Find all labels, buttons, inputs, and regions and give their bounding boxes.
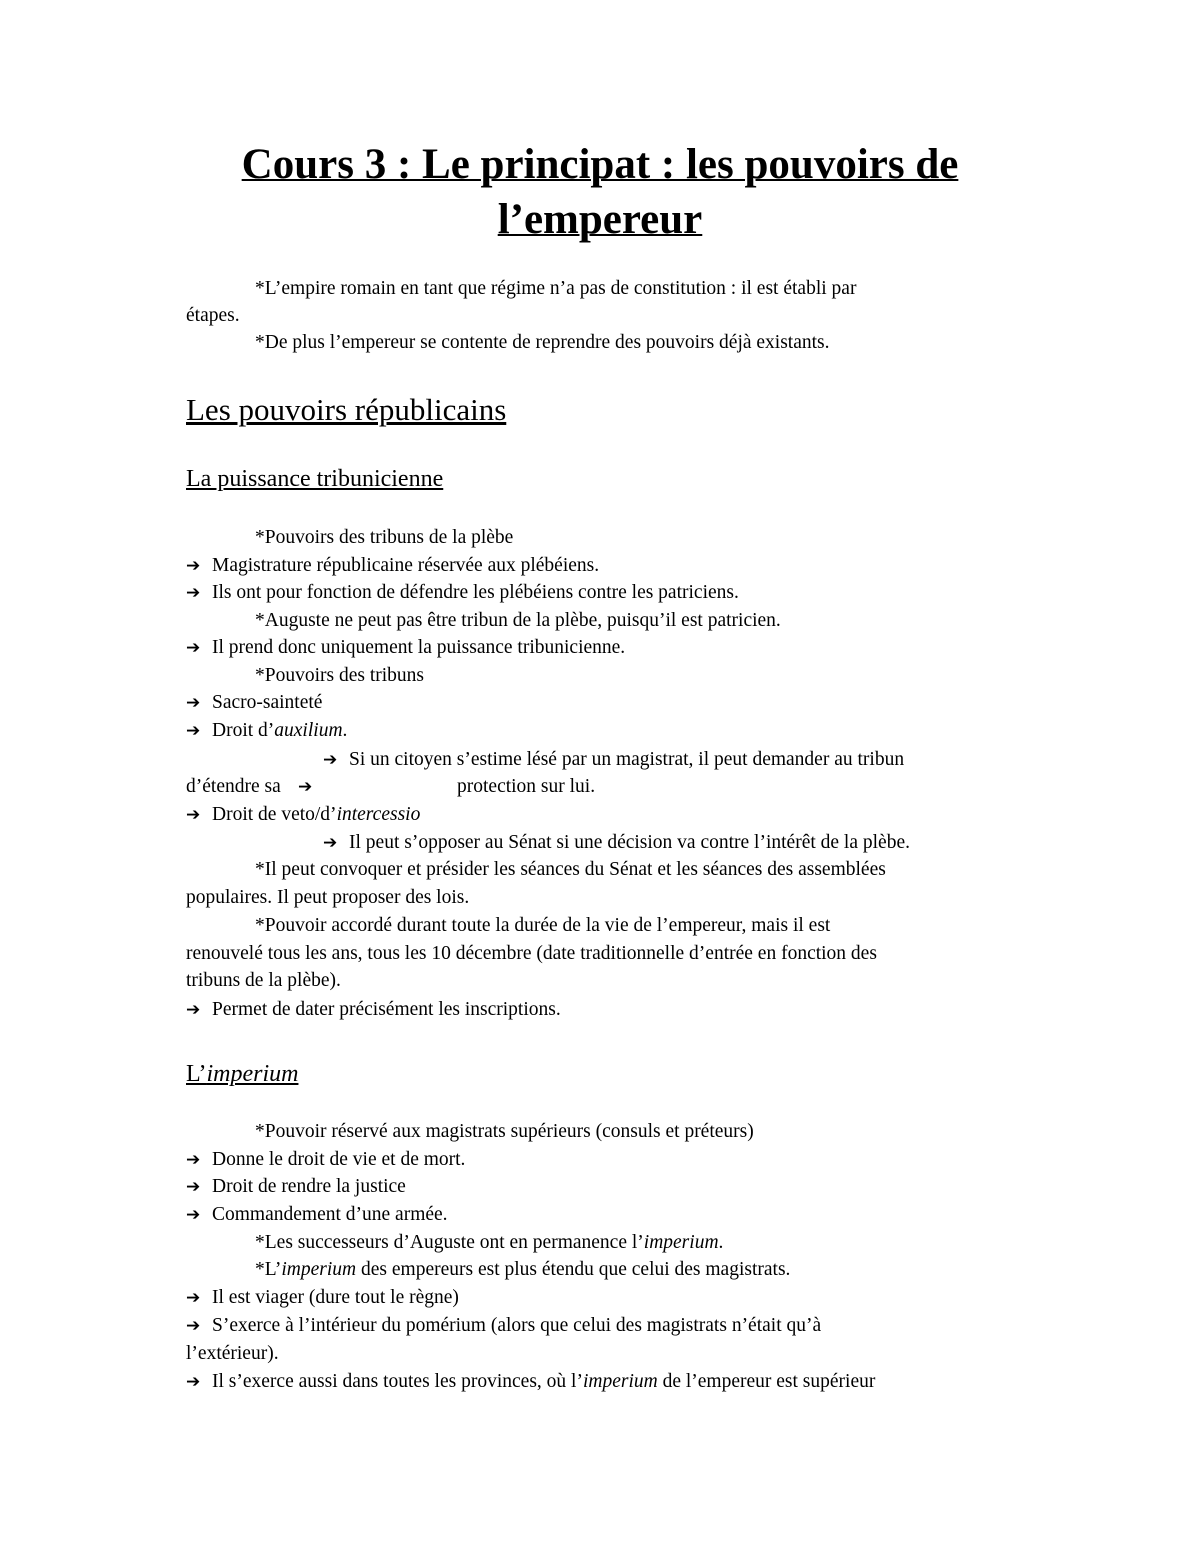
text-line: ➔ Droit de rendre la justice <box>186 1173 406 1201</box>
text-line: *Pouvoirs des tribuns de la plèbe <box>255 527 514 548</box>
text-line: renouvelé tous les ans, tous les 10 décembre (date traditionnelle d’entrée en fonction des <box>186 943 877 964</box>
section-heading-pouvoirs-republicains: Les pouvoirs républicains <box>186 392 507 427</box>
subsection-heading-imperium: L’imperium <box>186 1061 299 1087</box>
right-arrow-icon: ➔ <box>186 805 201 825</box>
text-line: ➔ Droit d’auxilium. <box>186 717 347 745</box>
right-arrow-icon: ➔ <box>298 777 313 797</box>
text-line: ➔ Sacro-sainteté <box>186 689 322 717</box>
right-arrow-icon: ➔ <box>186 556 201 576</box>
right-arrow-icon: ➔ <box>323 833 338 853</box>
text-line: ➔ Il est viager (dure tout le règne) <box>186 1284 459 1312</box>
page-title-line-1: Cours 3 : Le principat : les pouvoirs de <box>241 141 959 188</box>
text-line: populaires. Il peut proposer des lois. <box>186 887 470 908</box>
right-arrow-icon: ➔ <box>186 1205 201 1225</box>
text-line: *Les successeurs d’Auguste ont en permanence l’imperium. <box>255 1232 724 1253</box>
right-arrow-icon: ➔ <box>186 693 201 713</box>
text-line: ➔ Droit de veto/d’intercessio <box>186 801 420 829</box>
right-arrow-icon: ➔ <box>186 1177 201 1197</box>
right-arrow-icon: ➔ <box>186 1372 201 1392</box>
page-title-line-2: l’empereur <box>497 196 703 243</box>
text-line: *Il peut convoquer et présider les séances du Sénat et les séances des assemblées <box>255 859 886 880</box>
text-line: ➔ Permet de dater précisément les inscriptions. <box>186 996 561 1024</box>
right-arrow-icon: ➔ <box>323 750 338 770</box>
right-arrow-icon: ➔ <box>186 1288 201 1308</box>
intro-line-1: *L’empire romain en tant que régime n’a pas de constitution : il est établi par <box>255 278 857 299</box>
right-arrow-icon: ➔ <box>186 583 201 603</box>
right-arrow-icon: ➔ <box>186 638 201 658</box>
subsection-heading-puissance-tribunicienne: La puissance tribunicienne <box>186 466 444 492</box>
text-line: *Pouvoir accordé durant toute la durée de la vie de l’empereur, mais il est <box>255 915 831 936</box>
text-line: *L’imperium des empereurs est plus étendu que celui des magistrats. <box>255 1259 791 1280</box>
right-arrow-icon: ➔ <box>186 1000 201 1020</box>
text-line: ➔ Il s’exerce aussi dans toutes les provinces, où l’imperium de l’empereur est supérieur <box>186 1368 875 1396</box>
text-line: l’extérieur). <box>186 1343 279 1364</box>
text-line: ➔ Donne le droit de vie et de mort. <box>186 1146 465 1174</box>
text-line: d’étendre sa <box>186 776 281 797</box>
text-line: ➔ Si un citoyen s’estime lésé par un magistrat, il peut demander au tribun <box>323 746 904 774</box>
text-line: ➔ Magistrature républicaine réservée aux plébéiens. <box>186 552 599 580</box>
text-line: ➔ Commandement d’une armée. <box>186 1201 448 1229</box>
text-line: ➔ Il peut s’opposer au Sénat si une décision va contre l’intérêt de la plèbe. <box>323 829 910 857</box>
right-arrow-icon: ➔ <box>186 1150 201 1170</box>
right-arrow-icon: ➔ <box>186 1316 201 1336</box>
text-line: tribuns de la plèbe). <box>186 970 341 991</box>
intro-line-2: étapes. <box>186 305 240 326</box>
text-line: ➔ S’exerce à l’intérieur du pomérium (alors que celui des magistrats n’était qu’à <box>186 1312 821 1340</box>
text-line: *Auguste ne peut pas être tribun de la plèbe, puisqu’il est patricien. <box>255 610 781 631</box>
text-line: *Pouvoirs des tribuns <box>255 665 425 686</box>
intro-line-3: *De plus l’empereur se contente de reprendre des pouvoirs déjà existants. <box>255 332 830 353</box>
text-line: ➔ Ils ont pour fonction de défendre les plébéiens contre les patriciens. <box>186 579 739 607</box>
text-line: ➔ Il prend donc uniquement la puissance tribunicienne. <box>186 634 625 662</box>
text-line: *Pouvoir réservé aux magistrats supérieurs (consuls et préteurs) <box>255 1121 754 1142</box>
right-arrow-icon: ➔ <box>186 721 201 741</box>
text-line: protection sur lui. <box>457 776 596 797</box>
